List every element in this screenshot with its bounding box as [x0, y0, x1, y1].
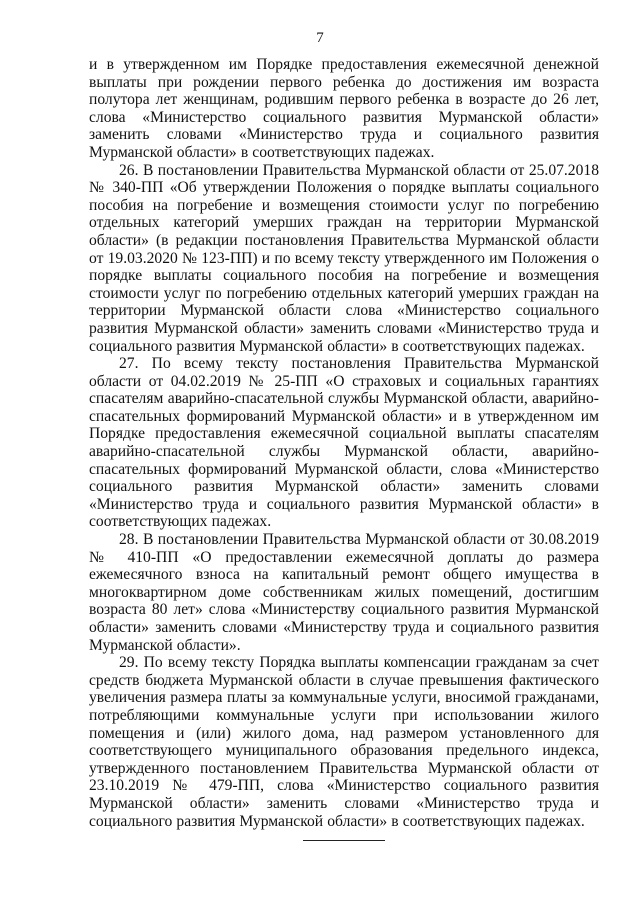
- paragraph-item-28: 28. В постановлении Правительства Мурманской области от 30.08.2019 № 410-ПП «О предоставлении ежемесячной доплаты до размера ежемесячного взноса на капитальный ремонт общего имущества в многоквартирном доме собственникам жилых помещений, достигшим возраста 80 лет» слова «Министерству социального развития Мурманской области» заменить словами «Министерству труда и социального развития Мурманской области».: [89, 531, 599, 654]
- paragraph-item-26: 26. В постановлении Правительства Мурманской области от 25.07.2018 № 340-ПП «Об утверждении Положения о порядке выплаты социального пособия на погребение и возмещения стоимости услуг по погребению отдельных категорий умерших граждан на территории Мурманской области» (в редакции постановления Правительства Мурманской области от 19.03.2020 № 123-ПП) и по всему тексту утвержденного им Положения о порядке выплаты социального пособия на погребение и возмещения стоимости услуг по погребению отдельных категорий умерших граждан на территории Мурманской области слова «Министерство социального развития Мурманской области» заменить словами «Министерство труда и социального развития Мурманской области» в соответствующих падежах.: [89, 161, 599, 355]
- end-divider-line: [303, 840, 385, 841]
- page-number: 7: [316, 30, 324, 46]
- paragraph-continuation: и в утвержденном им Порядке предоставления ежемесячной денежной выплаты при рождении первого ребенка до достижения им возраста полутора лет женщинам, родившим первого ребенка в возрасте до 26 лет, слова «Министерство социального развития Мурманской области» заменить словами «Министерство труда и социального развития Мурманской области» в соответствующих падежах.: [89, 56, 599, 161]
- paragraph-item-29: 29. По всему тексту Порядка выплаты компенсации гражданам за счет средств бюджета Мурманской области в случае превышения фактического увеличения размера платы за коммунальные услуги, вносимой гражданами, потребляющими коммунальные услуги при использовании жилого помещения и (или) жилого дома, над размером установленного для соответствующего муниципального образования предельного индекса, утвержденного постановлением Правительства Мурманской области от 23.10.2019 № 479-ПП, слова «Министерство социального развития Мурманской области» заменить словами «Министерство труда и социального развития Мурманской области» в соответствующих падежах.: [89, 654, 599, 830]
- document-body: [89, 56, 599, 830]
- paragraph-item-27: 27. По всему тексту постановления Правительства Мурманской области от 04.02.2019 № 25-ПП «О страховых и социальных гарантиях спасателям аварийно-спасательной службы Мурманской области, аварийно-спасательных формирований Мурманской области» и в утвержденном им Порядке предоставления ежемесячной социальной выплаты спасателям аварийно-спасательной службы Мурманской области, аварийно-спасательных формирований Мурманской области, слова «Министерство социального развития Мурманской области» заменить словами «Министерство труда и социального развития Мурманской области» в соответствующих падежах.: [89, 355, 599, 531]
